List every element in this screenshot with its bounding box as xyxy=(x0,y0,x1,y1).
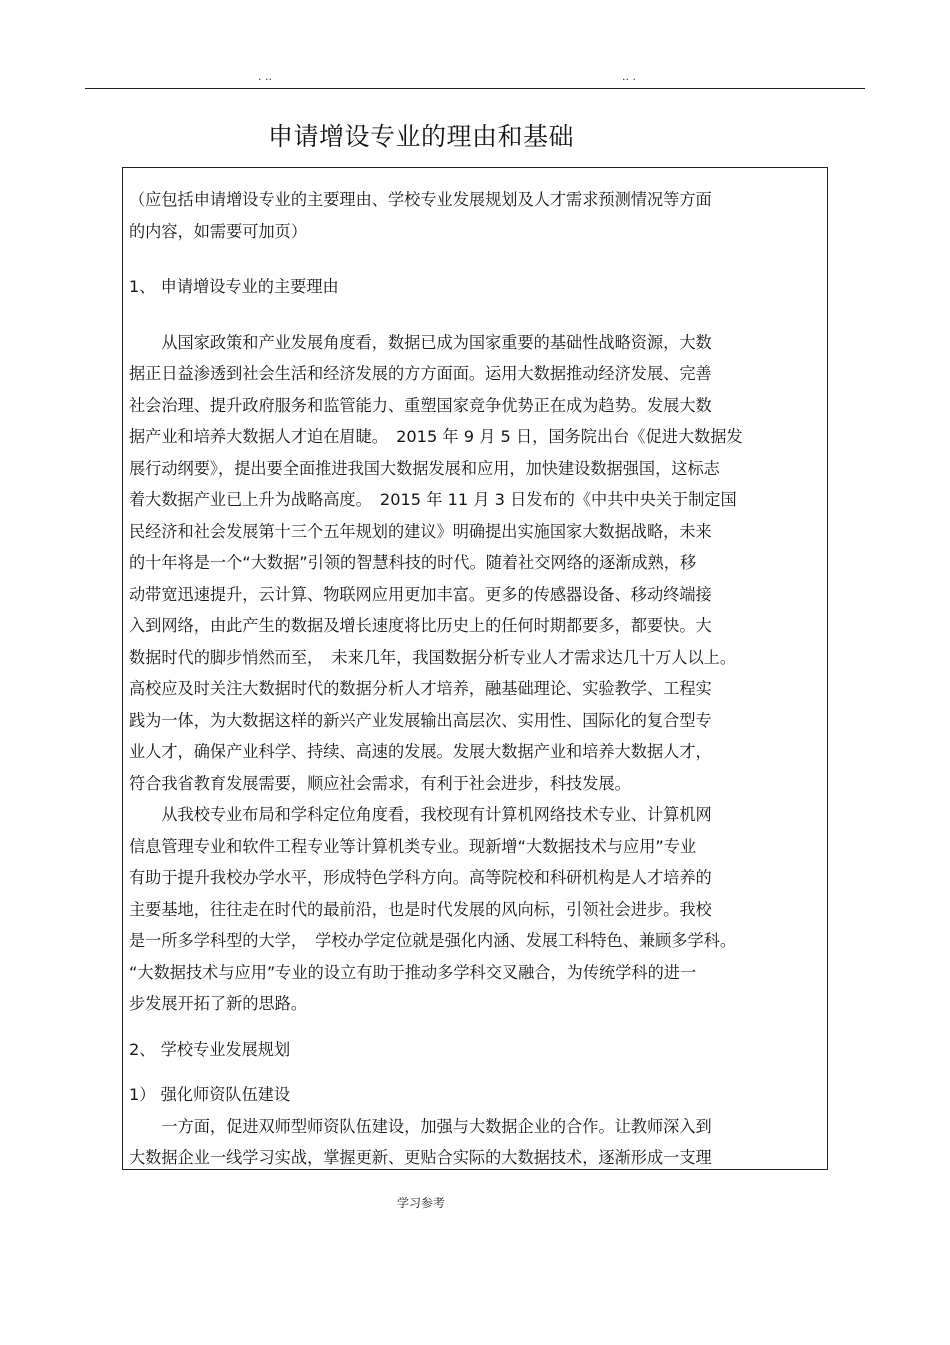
paragraph-line: 社会治理、提升政府服务和监管能力、重塑国家竞争优势正在成为趋势。发展大数 xyxy=(129,395,712,415)
page-title: 申请增设专业的理由和基础 xyxy=(267,122,574,151)
spacer xyxy=(129,1020,823,1034)
paragraph-line: 从我校专业布局和学科定位角度看，我校现有计算机网络技术专业、计算机网 xyxy=(129,805,712,824)
header-rule xyxy=(85,88,865,89)
paragraph-line: 据正日益渗透到社会生活和经济发展的方方面面。运用大数据推动经济发展、完善 xyxy=(129,364,712,383)
section2-heading: 2、 学校专业发展规划 xyxy=(129,1039,291,1059)
paragraph-line: 大数据企业一线学习实战，掌握更新、更贴合实际的大数据技术，逐渐形成一支理 xyxy=(129,1148,712,1167)
paragraph-line: 符合我省教育发展需要，顺应社会需求，有利于社会进步，科技发展。 xyxy=(129,773,631,793)
subsection-heading: 1） 强化师资队伍建设 xyxy=(129,1085,291,1104)
paragraph-line: 的十年将是一个“大数据”引领的智慧科技的时代。随着社交网络的逐渐成熟，移 xyxy=(129,553,697,572)
content-frame xyxy=(122,167,828,1170)
paragraph-line: 业人才，确保产业科学、持续、高速的发展。发展大数据产业和培养大数据人才， xyxy=(129,742,712,761)
paragraph-line: 有助于提升我校办学水平，形成特色学科方向。高等院校和科研机构是人才培养的 xyxy=(129,868,712,887)
paragraph-line: 民经济和社会发展第十三个五年规划的建议》明确提出实施国家大数据战略，未来 xyxy=(129,521,712,541)
paragraph-line: 步发展开拓了新的思路。 xyxy=(129,994,308,1013)
paragraph-line: 据产业和培养大数据人才迫在眉睫。 2015 年 9 月 5 日，国务院出台《促进大数据发 xyxy=(129,427,743,446)
spacer xyxy=(129,247,823,271)
paragraph-line: 动带宽迅速提升，云计算、物联网应用更加丰富。更多的传感器设备、移动终端接 xyxy=(129,584,712,604)
paragraph-line: 展行动纲要》，提出要全面推进我国大数据发展和应用，加快建设数据强国，这标志 xyxy=(129,458,720,478)
note-line-2: 的内容，如需要可加页） xyxy=(129,221,308,241)
paragraph-line: 主要基地，往往走在时代的最前沿，也是时代发展的风向标，引领社会进步。我校 xyxy=(129,899,712,919)
paragraph-line: 信息管理专业和软件工程专业等计算机类专业。现新增“大数据技术与应用”专业 xyxy=(129,836,697,856)
paragraph-line: “大数据技术与应用”专业的设立有助于推动多学科交叉融合，为传统学科的进一 xyxy=(129,962,697,982)
paragraph-line: 从国家政策和产业发展角度看，数据已成为国家重要的基础性战略资源，大数 xyxy=(129,332,712,352)
paragraph-line: 高校应及时关注大数据时代的数据分析人才培养，融基础理论、实验教学、工程实 xyxy=(129,679,712,698)
section1-paragraph-2 xyxy=(129,799,823,1020)
note-line-1: （应包括申请增设专业的主要理由、学校专业发展规划及人才需求预测情况等方面 xyxy=(129,190,712,209)
paragraph-line: 一方面，促进双师型师资队伍建设，加强与大数据企业的合作。让教师深入到 xyxy=(129,1116,712,1136)
content-body xyxy=(129,184,823,1170)
paragraph-line: 入到网络，由此产生的数据及增长速度将比历史上的任何时期都要多，都要快。大 xyxy=(129,616,712,635)
paragraph-line: 践为一体，为大数据这样的新兴产业发展输出高层次、实用性、国际化的复合型专 xyxy=(129,710,712,730)
section1-heading: 1、 申请增设专业的主要理由 xyxy=(129,277,339,296)
header-dots-right: .. . xyxy=(622,70,636,83)
header-dots-left: . .. xyxy=(258,70,272,83)
spacer xyxy=(129,1065,823,1079)
paragraph-line: 着大数据产业已上升为战略高度。 2015 年 11 月 3 日发布的《中共中央关于制定国 xyxy=(129,490,737,509)
spacer xyxy=(129,303,823,327)
section1-paragraph-1 xyxy=(129,327,823,800)
paragraph-line: 是一所多学科型的大学， 学校办学定位就是强化内涵、发展工科特色、兼顾多学科。 xyxy=(129,931,737,950)
paragraph-line: 数据时代的脚步悄然而至， 未来几年，我国数据分析专业人才需求达几十万人以上。 xyxy=(129,647,737,667)
page-footer: 学习参考 xyxy=(396,1196,445,1210)
